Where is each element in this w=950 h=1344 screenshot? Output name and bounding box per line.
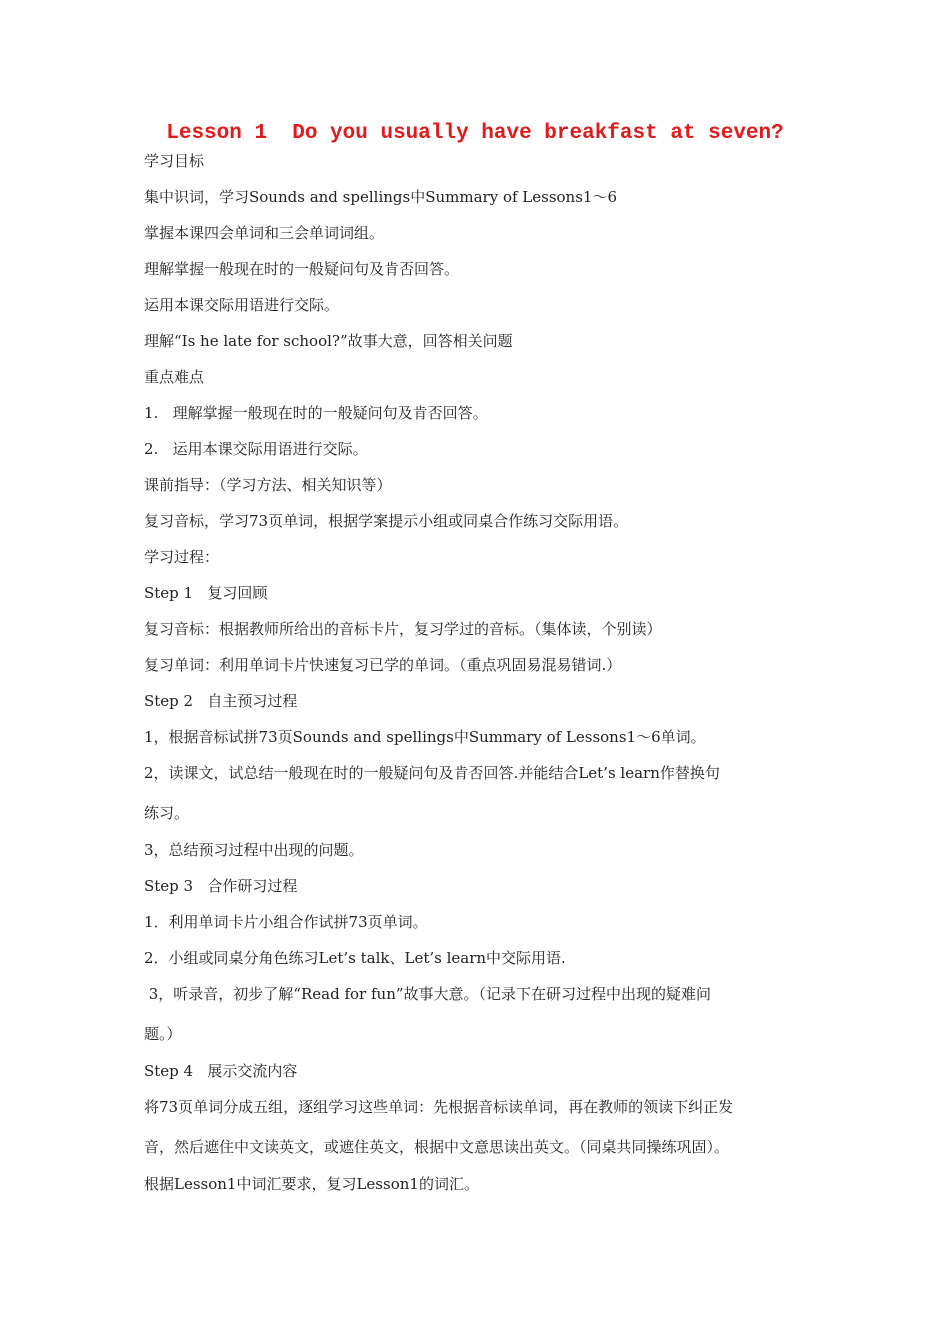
text-line: 2．小组或同桌分角色练习Let’s talk、Let’s learn中交际用语. bbox=[144, 949, 566, 967]
text-line: 2，读课文，试总结一般现在时的一般疑问句及肯否回答.并能结合Let’s learn作替换句 bbox=[144, 764, 720, 782]
text-line: 运用本课交际用语进行交际。 bbox=[144, 296, 340, 314]
text-line: 学习过程： bbox=[144, 548, 220, 566]
text-line: 音，然后遮住中文读英文，或遮住英文，根据中文意思读出英文。（同桌共同操练巩固）。 bbox=[144, 1138, 730, 1156]
text-line: 练习。 bbox=[144, 804, 190, 822]
text-line: Step 4 展示交流内容 bbox=[144, 1062, 298, 1080]
text-line: 掌握本课四会单词和三会单词词组。 bbox=[144, 224, 385, 242]
text-line: 学习目标 bbox=[144, 152, 205, 170]
text-line: 理解掌握一般现在时的一般疑问句及肯否回答。 bbox=[144, 260, 460, 278]
text-line: 将73页单词分成五组，逐组学习这些单词：先根据音标读单词，再在教师的领读下纠正发 bbox=[144, 1098, 734, 1116]
text-line: 1. 理解掌握一般现在时的一般疑问句及肯否回答。 bbox=[144, 404, 488, 422]
text-line: 重点难点 bbox=[144, 368, 205, 386]
text-line: 题。） bbox=[144, 1025, 182, 1043]
text-line: 课前指导：（学习方法、相关知识等） bbox=[144, 476, 392, 494]
text-line: Step 1 复习回顾 bbox=[144, 584, 268, 602]
text-line: 复习音标：根据教师所给出的音标卡片，复习学过的音标。（集体读，个别读） bbox=[144, 620, 662, 638]
text-line: 3，听录音，初步了解“Read for fun”故事大意。（记录下在研习过程中出现的疑难问 bbox=[144, 985, 712, 1003]
text-line: 2. 运用本课交际用语进行交际。 bbox=[144, 440, 368, 458]
lesson-title: Lesson 1 Do you usually have breakfast at seven? bbox=[166, 122, 784, 145]
text-line: 复习单词：利用单词卡片快速复习已学的单词。（重点巩固易混易错词.） bbox=[144, 656, 622, 674]
text-line: 3，总结预习过程中出现的问题。 bbox=[144, 841, 364, 859]
text-line: 1，根据音标试拼73页Sounds and spellings中Summary of Lessons1～6单词。 bbox=[144, 728, 706, 746]
text-line: 根据Lesson1中词汇要求，复习Lesson1的词汇。 bbox=[144, 1175, 479, 1193]
text-line: Step 2 自主预习过程 bbox=[144, 692, 298, 710]
text-line: 集中识词，学习Sounds and spellings中Summary of Lessons1～6 bbox=[144, 188, 617, 206]
text-line: 1．利用单词卡片小组合作试拼73页单词。 bbox=[144, 913, 428, 931]
text-line: 理解“Is he late for school?”故事大意，回答相关问题 bbox=[144, 332, 513, 350]
text-line: 复习音标，学习73页单词，根据学案提示小组或同桌合作练习交际用语。 bbox=[144, 512, 629, 530]
text-line: Step 3 合作研习过程 bbox=[144, 877, 298, 895]
